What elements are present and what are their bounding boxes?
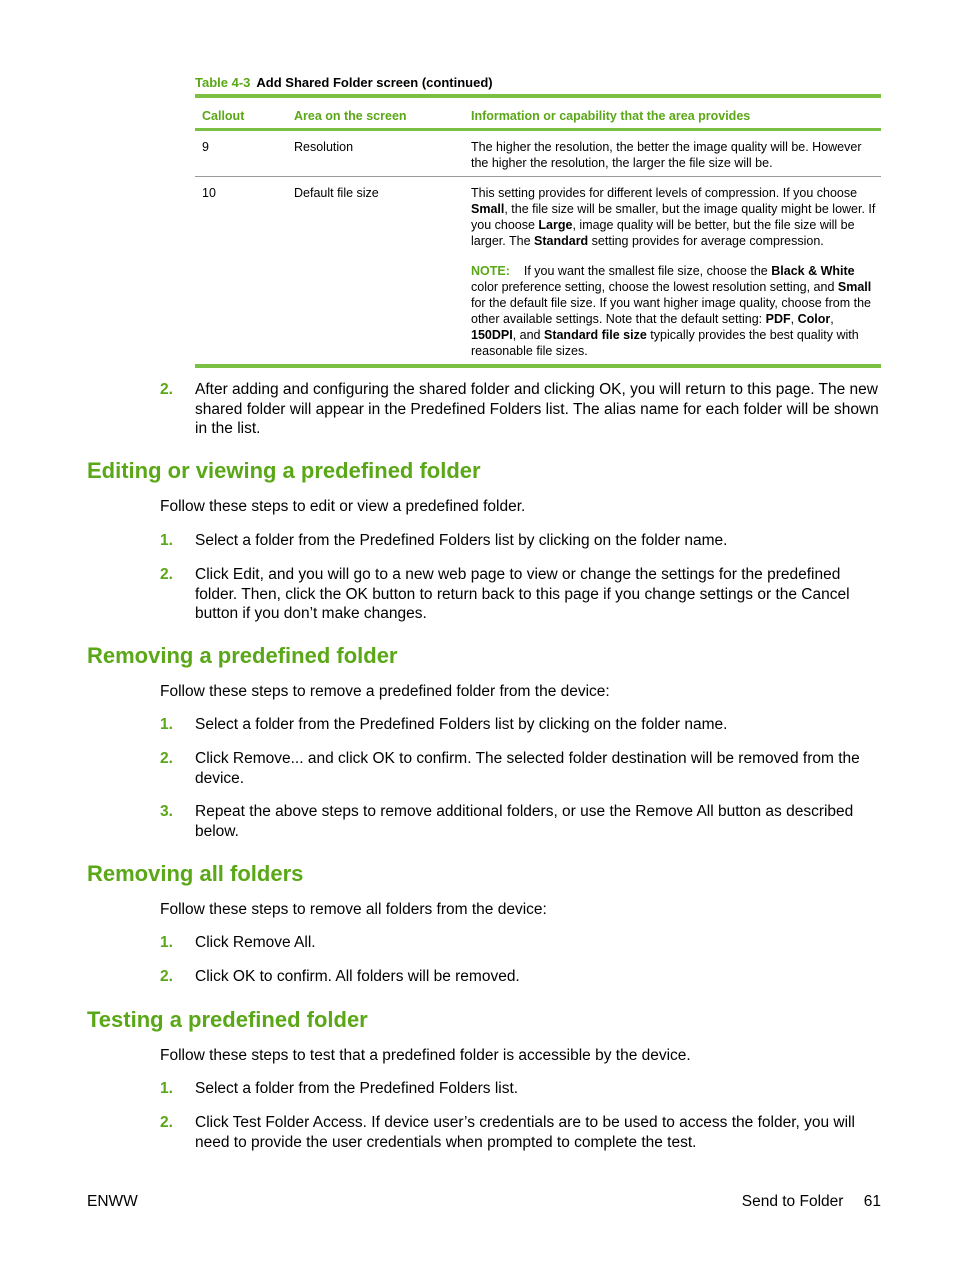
default-file-size-description: This setting provides for different levels of compression. If you choose Small, the file size will be smaller, but the image quality might be lower. If you choose Large, image quality will be better, but the file size will be larger. The Standard setting provides for average compression. — [471, 186, 876, 248]
footer-right — [742, 1193, 881, 1211]
step-text: Select a folder from the Predefined Folders list by clicking on the folder name. — [195, 716, 728, 733]
step-text: Repeat the above steps to remove additional folders, or use the Remove All button as described below. — [195, 803, 854, 840]
step-text: Select a folder from the Predefined Folders list. — [195, 1080, 519, 1097]
step-number: 2. — [160, 968, 173, 985]
step-text: After adding and configuring the shared folder and clicking OK, you will return to this page. The new shared folder will appear in the Predefined Folders list. The alias name for each folder will be shown in the list. — [195, 381, 879, 437]
step-number: 3. — [160, 803, 173, 820]
table-row — [195, 131, 881, 176]
header-area: Area on the screen — [294, 109, 407, 123]
header-callout: Callout — [202, 109, 245, 123]
step-number: 2. — [160, 750, 173, 767]
step-number: 1. — [160, 716, 173, 733]
step-text: Click Remove... and click OK to confirm. The selected folder destination will be removed from the device. — [195, 750, 860, 787]
table-caption — [195, 75, 493, 90]
table-row — [195, 177, 881, 364]
row-callout: 10 — [202, 186, 216, 200]
table-header-row — [195, 98, 881, 128]
header-info: Information or capability that the area provides — [471, 109, 751, 123]
section-lead: Follow these steps to remove a predefined folder from the device: — [160, 683, 610, 700]
table-title: Add Shared Folder screen (continued) — [256, 75, 493, 90]
row-info: The higher the resolution, the better the image quality will be. However the higher the resolution, the larger the file size will be. — [471, 140, 862, 170]
step-number: 2. — [160, 1114, 173, 1131]
step-number: 1. — [160, 934, 173, 951]
note: NOTE: If you want the smallest file size, choose the Black & White color preference setting, choose the lowest resolution setting, and Small for the default file size. If you want higher image quality, choose from the other available settings. Note that the default setting: PDF, Color, 150DPI, and Standard file size typically provides the best quality with reasonable file sizes. — [471, 264, 872, 358]
section-heading-removing: Removing a predefined folder — [87, 643, 398, 668]
step-number: 1. — [160, 532, 173, 549]
step-text: Click Edit, and you will go to a new web page to view or change the settings for the predefined folder. Then, click the OK button to return back to this page if you change settings or the Cancel button if you don’t make changes. — [195, 566, 850, 622]
step-text: Select a folder from the Predefined Folders list by clicking on the folder name. — [195, 532, 728, 549]
step-number: 1. — [160, 1080, 173, 1097]
section-heading-editing: Editing or viewing a predefined folder — [87, 458, 481, 483]
row-area: Default file size — [294, 186, 379, 200]
step-text: Click OK to confirm. All folders will be removed. — [195, 968, 520, 985]
section-lead: Follow these steps to edit or view a predefined folder. — [160, 498, 526, 515]
footer-left: ENWW — [87, 1193, 138, 1210]
section-heading-testing: Testing a predefined folder — [87, 1007, 368, 1032]
section-lead: Follow these steps to test that a predefined folder is accessible by the device. — [160, 1047, 691, 1064]
step-text: Click Test Folder Access. If device user’s credentials are to be used to access the folder, you will need to provide the user credentials when prompted to complete the test. — [195, 1114, 855, 1151]
footer-section: Send to Folder — [741, 1193, 844, 1210]
note-label: NOTE: — [471, 264, 510, 278]
page-number: 61 — [863, 1193, 881, 1210]
row-callout: 9 — [202, 140, 209, 154]
step-number: 2. — [160, 566, 173, 583]
add-shared-folder-table — [195, 94, 881, 368]
step-number: 2. — [160, 381, 173, 398]
section-heading-removing-all: Removing all folders — [87, 861, 304, 886]
table-bottom-rule — [195, 364, 881, 368]
row-area: Resolution — [294, 140, 354, 154]
row-info — [471, 185, 877, 359]
step-text: Click Remove All. — [195, 934, 316, 951]
section-lead: Follow these steps to remove all folders from the device: — [160, 901, 547, 918]
table-number: Table 4-3 — [195, 75, 251, 90]
